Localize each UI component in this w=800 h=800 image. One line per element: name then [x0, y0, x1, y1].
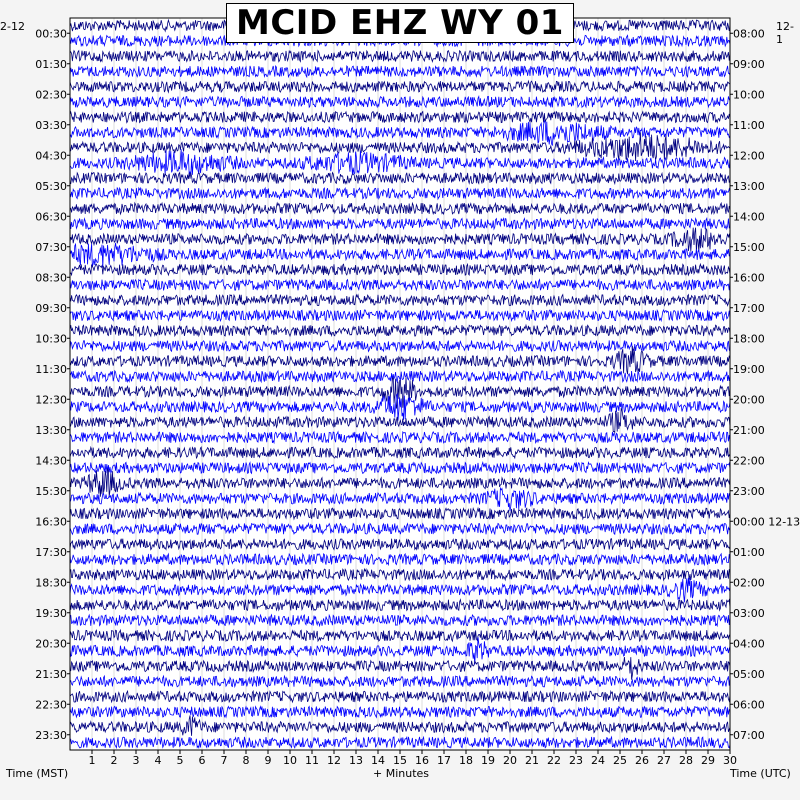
- x-tick-label: 12: [327, 754, 341, 767]
- right-tick-label: 01:00: [733, 545, 765, 559]
- x-tick-label: 30: [723, 754, 737, 767]
- left-tick-label: 02:30: [35, 88, 67, 102]
- y-axis-left-label: Time (MST): [6, 767, 69, 780]
- left-tick-label: 14:30: [35, 454, 67, 468]
- x-tick-label: 28: [679, 754, 693, 767]
- left-tick-label: 00:30: [35, 27, 67, 41]
- left-tick-label: 22:30: [35, 698, 67, 712]
- right-tick-label: 11:00: [733, 118, 765, 132]
- x-tick-label: 6: [198, 754, 206, 767]
- left-tick-label: 16:30: [35, 515, 67, 529]
- y-axis-right-label: Time (UTC): [730, 767, 791, 780]
- x-tick-label: 7: [220, 754, 228, 767]
- left-tick-label: 09:30: [35, 301, 67, 315]
- x-tick-label: 3: [132, 754, 140, 767]
- x-tick-label: 21: [525, 754, 539, 767]
- x-tick-label: 27: [657, 754, 671, 767]
- x-tick-label: 2: [110, 754, 118, 767]
- x-tick-label: 20: [503, 754, 517, 767]
- right-tick-label: 19:00: [733, 362, 765, 376]
- right-tick-label: 17:00: [733, 301, 765, 315]
- right-tick-label: 00:00 12-13: [733, 515, 800, 529]
- right-tick-label: 13:00: [733, 179, 765, 193]
- x-tick-label: 19: [481, 754, 495, 767]
- left-tick-label: 05:30: [35, 179, 67, 193]
- left-tick-label: 03:30: [35, 118, 67, 132]
- right-tick-label: 22:00: [733, 454, 765, 468]
- x-tick-label: 14: [371, 754, 385, 767]
- x-tick-label: 13: [349, 754, 363, 767]
- right-tick-label: 14:00: [733, 210, 765, 224]
- x-tick-label: 29: [701, 754, 715, 767]
- right-tick-label: 03:00: [733, 606, 765, 620]
- right-tick-label: 23:00: [733, 484, 765, 498]
- right-tick-label: 12:00: [733, 149, 765, 163]
- left-tick-label: 19:30: [35, 606, 67, 620]
- x-tick-label: 9: [264, 754, 272, 767]
- left-tick-label: 15:30: [35, 484, 67, 498]
- right-tick-label: 18:00: [733, 332, 765, 346]
- left-tick-label: 04:30: [35, 149, 67, 163]
- x-tick-label: 17: [437, 754, 451, 767]
- left-tick-label: 13:30: [35, 423, 67, 437]
- left-tick-label: 08:30: [35, 271, 67, 285]
- x-tick-label: 5: [176, 754, 184, 767]
- left-tick-label: 07:30: [35, 240, 67, 254]
- x-tick-label: 10: [283, 754, 297, 767]
- x-tick-label: 22: [547, 754, 561, 767]
- chart-title: MCID EHZ WY 01: [226, 3, 574, 43]
- left-tick-label: 21:30: [35, 667, 67, 681]
- right-tick-label: 08:00: [733, 27, 765, 41]
- left-tick-label: 01:30: [35, 57, 67, 71]
- x-tick-label: 26: [635, 754, 649, 767]
- right-tick-label: 06:00: [733, 698, 765, 712]
- x-tick-label: 8: [242, 754, 250, 767]
- right-tick-label: 15:00: [733, 240, 765, 254]
- right-tick-label: 09:00: [733, 57, 765, 71]
- left-tick-label: 20:30: [35, 637, 67, 651]
- left-tick-label: 06:30: [35, 210, 67, 224]
- x-tick-label: 24: [591, 754, 605, 767]
- x-tick-label: 15: [393, 754, 407, 767]
- left-tick-label: 12:30: [35, 393, 67, 407]
- x-tick-label: 11: [305, 754, 319, 767]
- x-tick-label: 1: [88, 754, 96, 767]
- left-tick-label: 18:30: [35, 576, 67, 590]
- right-tick-label: 20:00: [733, 393, 765, 407]
- x-tick-label: 4: [154, 754, 162, 767]
- date-left: 2-12: [0, 20, 25, 33]
- left-tick-label: 10:30: [35, 332, 67, 346]
- x-tick-label: 18: [459, 754, 473, 767]
- x-tick-label: 25: [613, 754, 627, 767]
- right-tick-label: 02:00: [733, 576, 765, 590]
- left-tick-label: 23:30: [35, 728, 67, 742]
- right-tick-label: 10:00: [733, 88, 765, 102]
- x-tick-label: 16: [415, 754, 429, 767]
- right-tick-label: 21:00: [733, 423, 765, 437]
- x-axis-label: + Minutes: [373, 767, 430, 780]
- right-tick-label: 16:00: [733, 271, 765, 285]
- right-tick-label: 07:00: [733, 728, 765, 742]
- left-tick-label: 11:30: [35, 362, 67, 376]
- right-tick-label: 05:00: [733, 667, 765, 681]
- right-tick-label: 04:00: [733, 637, 765, 651]
- x-tick-label: 23: [569, 754, 583, 767]
- date-right: 12-1: [776, 20, 794, 46]
- left-tick-label: 17:30: [35, 545, 67, 559]
